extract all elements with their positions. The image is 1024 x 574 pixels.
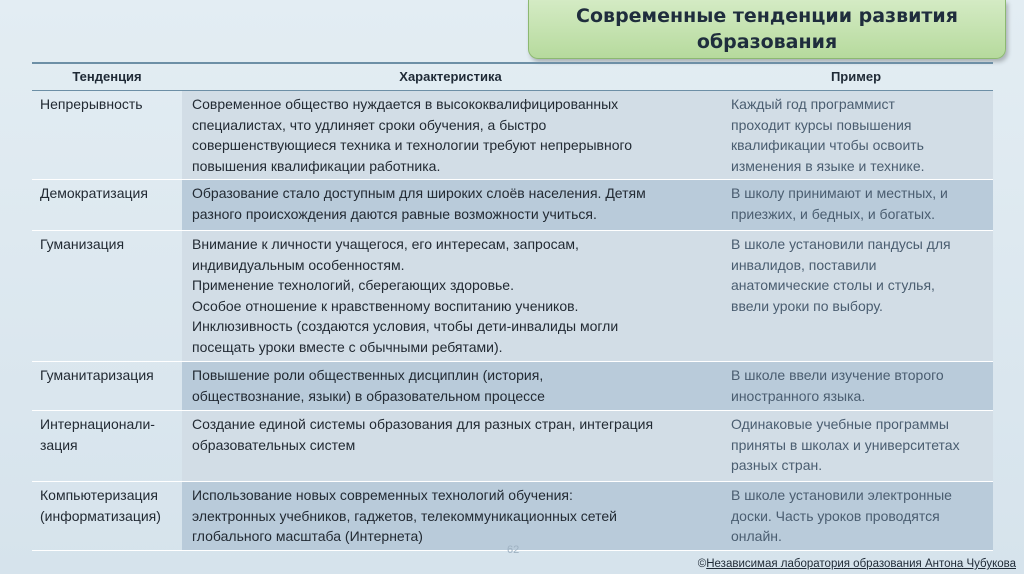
table-row bbox=[32, 91, 993, 180]
header-characteristic: Характеристика bbox=[399, 68, 502, 84]
slide-title-line1: Современные тенденции развития bbox=[576, 5, 958, 27]
trend-cell: Гуманизация bbox=[40, 236, 125, 252]
slide-title bbox=[528, 0, 1006, 59]
header-example: Пример bbox=[830, 68, 882, 84]
trend-cell: Компьютеризация (информатизация) bbox=[40, 487, 161, 524]
characteristic-cell: Создание единой системы образования для разных стран, интеграция образовательных систем bbox=[182, 411, 719, 481]
trend-cell: Демократизация bbox=[40, 185, 148, 201]
copyright-symbol: © bbox=[697, 558, 707, 570]
table-row bbox=[32, 482, 993, 551]
page-number: 62 bbox=[507, 544, 520, 556]
characteristic-cell: Внимание к личности учащегося, его интересам, запросам, индивидуальным особенностям. Применение технологий, сберегающих здоровье. Особое отношение к нравственному воспитанию учеников. Инклюзивность (создаются условия, чтобы дети-инвалиды могли посещать уроки вместе с обычными ребятами). bbox=[182, 231, 719, 361]
copyright-footer bbox=[698, 558, 1016, 570]
example-cell: Каждый год программист проходит курсы повышения квалификации чтобы освоить изменения в языке и технике. bbox=[719, 91, 993, 179]
characteristic-cell: Современное общество нуждается в высококвалифицированных специалистах, что удлиняет сроки обучения, а быстро совершенствующиеся техника и технологии требуют непрерывного повышения квалификации работника. bbox=[182, 91, 719, 179]
table-row bbox=[32, 362, 993, 411]
example-cell: В школе установили электронные доски. Часть уроков проводятся онлайн. bbox=[719, 482, 993, 550]
trend-cell: Интернационали- зация bbox=[40, 416, 155, 453]
trend-cell: Гуманитаризация bbox=[40, 367, 154, 383]
example-cell: Одинаковые учебные программы приняты в школах и университетах разных стран. bbox=[719, 411, 993, 481]
table-row bbox=[32, 231, 993, 362]
example-cell: В школе ввели изучение второго иностранного языка. bbox=[719, 362, 993, 410]
header-trend: Тенденция bbox=[72, 68, 142, 84]
characteristic-cell: Повышение роли общественных дисциплин (история, обществознание, языки) в образовательном процессе bbox=[182, 362, 719, 410]
trend-cell: Непрерывность bbox=[40, 96, 143, 112]
trends-table bbox=[32, 62, 993, 551]
characteristic-cell: Использование новых современных технологий обучения: электронных учебников, гаджетов, телекоммуникационных сетей глобального масштаба (Интернета) bbox=[182, 482, 719, 550]
table-row bbox=[32, 411, 993, 482]
example-cell: В школу принимают и местных, и приезжих, и бедных, и богатых. bbox=[719, 180, 993, 230]
table-row bbox=[32, 180, 993, 231]
slide-title-line2: образования bbox=[696, 31, 838, 53]
example-cell: В школе установили пандусы для инвалидов, поставили анатомические столы и стулья, ввели уроки по выбору. bbox=[719, 231, 993, 361]
table-header-row bbox=[32, 62, 993, 91]
characteristic-cell: Образование стало доступным для широких слоёв населения. Детям разного происхождения даются равные возможности учиться. bbox=[182, 180, 719, 230]
lab-name: Независимая лаборатория образования Антона Чубукова bbox=[706, 558, 1016, 570]
